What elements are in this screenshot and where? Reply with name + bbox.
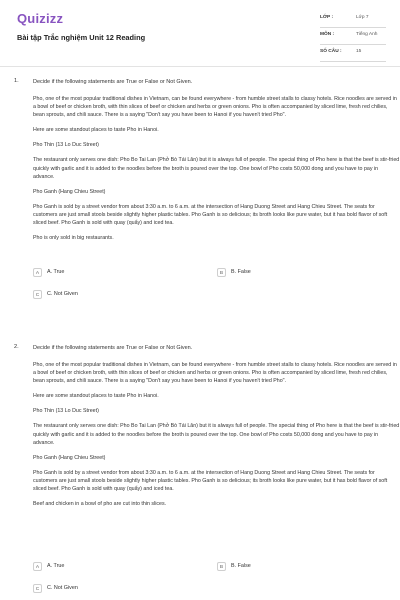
passage-paragraph: The restaurant only serves one dish: Pho Bo Tai Lan (Phở Bò Tái Lăn) but it is always full of people. The special thing of Pho here is that the beef is stir-fried quickly with garlic and it is added to the noodles before the broth is poured over the top. One bowl of Pho costs 50,000 dong and you have to pay in advance. bbox=[33, 157, 400, 180]
meta-label: SỐ CÂU : bbox=[320, 49, 342, 54]
option-letter-badge: B bbox=[217, 562, 226, 571]
meta-value: Lớp 7 bbox=[356, 15, 369, 20]
worksheet-meta bbox=[320, 11, 386, 62]
quizizz-logo: Quizizz bbox=[17, 11, 64, 26]
passage-subheading: Pho Thin (13 Lo Duc Street) bbox=[33, 408, 99, 415]
passage-paragraph: Pho, one of the most popular traditional dishes in Vietnam, can be found everywhere - from humble street stalls to classy hotels. Rice noodles are served in a bowl of beef or chicken broth, with thin slices of beef or chicken and herbs or green onions. Pho is often accompanied by sliced lime, fresh red chilies, bean sprouts, and chili sauce. There is a saying "Don't say you have been to Hanoi if you haven't tried Pho". bbox=[33, 96, 397, 119]
option-letter-badge: C bbox=[33, 584, 42, 593]
option-letter-badge: B bbox=[217, 268, 226, 277]
answer-option-c[interactable] bbox=[33, 584, 183, 594]
header-divider bbox=[0, 66, 400, 67]
worksheet-header bbox=[0, 0, 400, 64]
question-number: 1. bbox=[14, 78, 19, 84]
answer-option-c[interactable] bbox=[33, 290, 183, 300]
passage-subheading: Pho Ganh (Hang Chieu Street) bbox=[33, 188, 106, 195]
option-label: C. Not Given bbox=[47, 585, 78, 591]
meta-label: LỚP : bbox=[320, 15, 334, 20]
answer-option-a[interactable] bbox=[33, 562, 183, 572]
option-label: C. Not Given bbox=[47, 291, 78, 297]
question-instruction: Decide if the following statements are True or False or Not Given. bbox=[33, 345, 193, 351]
passage-paragraph: Here are some standout places to taste Pho in Hanoi. bbox=[33, 127, 159, 134]
option-label: A. True bbox=[47, 269, 65, 275]
question-statement: Pho is only sold in big restaurants. bbox=[33, 235, 114, 242]
option-label: A. True bbox=[47, 563, 65, 569]
passage-paragraph: Pho, one of the most popular traditional dishes in Vietnam, can be found everywhere - from humble street stalls to classy hotels. Rice noodles are served in a bowl of beef or chicken broth, with thin slices of beef or chicken and herbs or green onions. Pho is often accompanied by sliced lime, fresh red chilies, bean sprouts, and chili sauce. There is a saying "Don't say you have been to Hanoi if you haven't tried Pho". bbox=[33, 362, 397, 385]
answer-option-b[interactable] bbox=[217, 562, 367, 572]
answer-option-a[interactable] bbox=[33, 268, 183, 278]
passage-paragraph: Pho Ganh is sold by a street vendor from about 3:30 a.m. to 6 a.m. at the intersection of Hang Duong Street and Hang Chieu Street. The seats for customers are just small stools beside slightly higher plastic tables. Pho Ganh is so delicious; its broth looks like pure water, but it has bold flavor of soft sliced beef. Pho Ganh is sold with quay (quẩy) and iced tea. bbox=[33, 203, 388, 227]
option-label: B. False bbox=[231, 563, 251, 569]
meta-row-class bbox=[320, 11, 386, 28]
option-letter-badge: A bbox=[33, 268, 42, 277]
meta-row-subject bbox=[320, 28, 386, 45]
question-number: 2. bbox=[14, 344, 19, 350]
option-letter-badge: A bbox=[33, 562, 42, 571]
question-body bbox=[33, 344, 400, 515]
option-letter-badge: C bbox=[33, 290, 42, 299]
passage-paragraph: The restaurant only serves one dish: Pho Bo Tai Lan (Phở Bò Tái Lăn) but it is always full of people. The special thing of Pho here is that the beef is stir-fried quickly with garlic and it is added to the noodles before the broth is poured over the top. One bowl of Pho costs 50,000 dong and you have to pay in advance. bbox=[33, 423, 400, 446]
meta-label: MÔN : bbox=[320, 32, 335, 37]
passage-paragraph: Here are some standout places to taste Pho in Hanoi. bbox=[33, 393, 159, 400]
meta-value: Tiếng Anh bbox=[356, 32, 378, 37]
worksheet-title: Bài tập Trắc nghiệm Unit 12 Reading bbox=[17, 33, 146, 42]
question-statement: Beef and chicken in a bowl of pho are cut into thin slices. bbox=[33, 501, 167, 508]
meta-value: 15 bbox=[356, 49, 362, 54]
passage-paragraph: Pho Ganh is sold by a street vendor from about 3:30 a.m. to 6 a.m. at the intersection of Hang Duong Street and Hang Chieu Street. The seats for customers are just small stools beside slightly higher plastic tables. Pho Ganh is so delicious; its broth looks like pure water, but it has bold flavor of soft sliced beef. Pho Ganh is sold with quay (quẩy) and iced tea. bbox=[33, 469, 388, 493]
passage-subheading: Pho Ganh (Hang Chieu Street) bbox=[33, 454, 106, 461]
question-instruction: Decide if the following statements are True or False or Not Given. bbox=[33, 79, 193, 85]
passage-subheading: Pho Thin (13 Lo Duc Street) bbox=[33, 142, 99, 149]
option-label: B. False bbox=[231, 269, 251, 275]
question-body bbox=[33, 78, 400, 249]
answer-option-b[interactable] bbox=[217, 268, 367, 278]
meta-row-count bbox=[320, 45, 386, 62]
